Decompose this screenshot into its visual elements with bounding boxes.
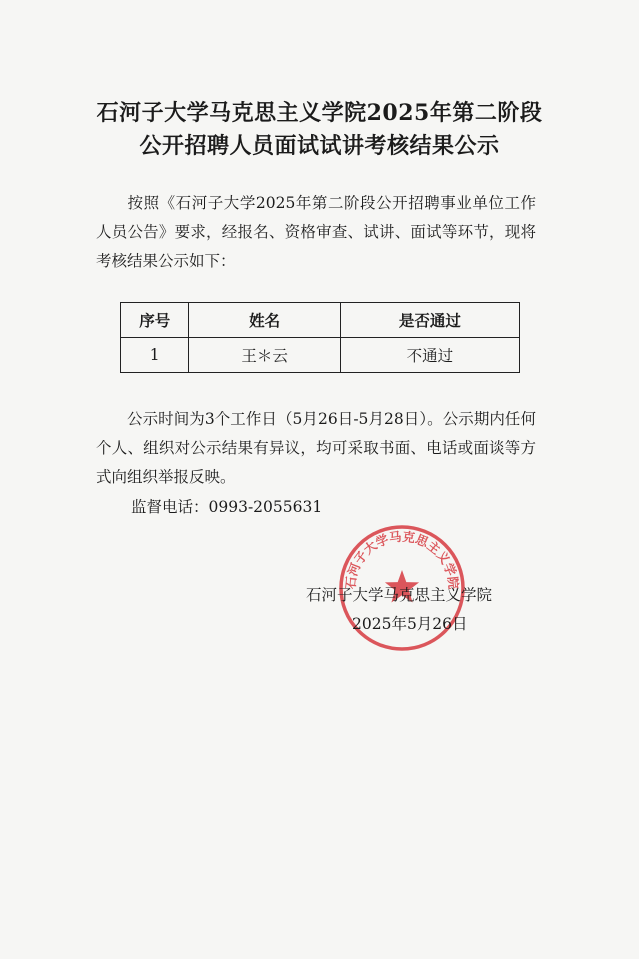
cell-index: 1 xyxy=(121,338,189,373)
header-passed: 是否通过 xyxy=(340,303,519,338)
supervision-phone: 监督电话：0993-2055631 xyxy=(131,498,323,516)
signature-date: 2025年5月26日 xyxy=(352,615,468,633)
cell-name: 王＊云 xyxy=(189,338,340,373)
notice-text: 公示时间为3个工作日（5月26日-5月28日）。公示期内任何个人、组织对公示结果有异议，均可采取书面、电话或面谈等方式向组织举报反映。 xyxy=(96,410,536,486)
notice-paragraph xyxy=(96,405,536,492)
seal-text: 石河子大学马克思主义学院 xyxy=(342,528,462,590)
header-name: 姓名 xyxy=(189,303,340,338)
cell-passed: 不通过 xyxy=(340,338,519,373)
signature-org: 石河子大学马克思主义学院 xyxy=(306,586,493,604)
table-row xyxy=(121,338,520,373)
table-header-row xyxy=(121,303,520,338)
intro-text: 按照《石河子大学2025年第二阶段公开招聘事业单位工作人员公告》要求，经报名、资格审查、试讲、面试等环节，现将考核结果公示如下： xyxy=(96,194,536,270)
result-table xyxy=(120,302,520,373)
document-title-line1: 石河子大学马克思主义学院2025年第二阶段 xyxy=(96,100,543,126)
intro-paragraph xyxy=(96,189,536,276)
document-title-line2: 公开招聘人员面试试讲考核结果公示 xyxy=(139,133,500,159)
header-index: 序号 xyxy=(121,303,189,338)
